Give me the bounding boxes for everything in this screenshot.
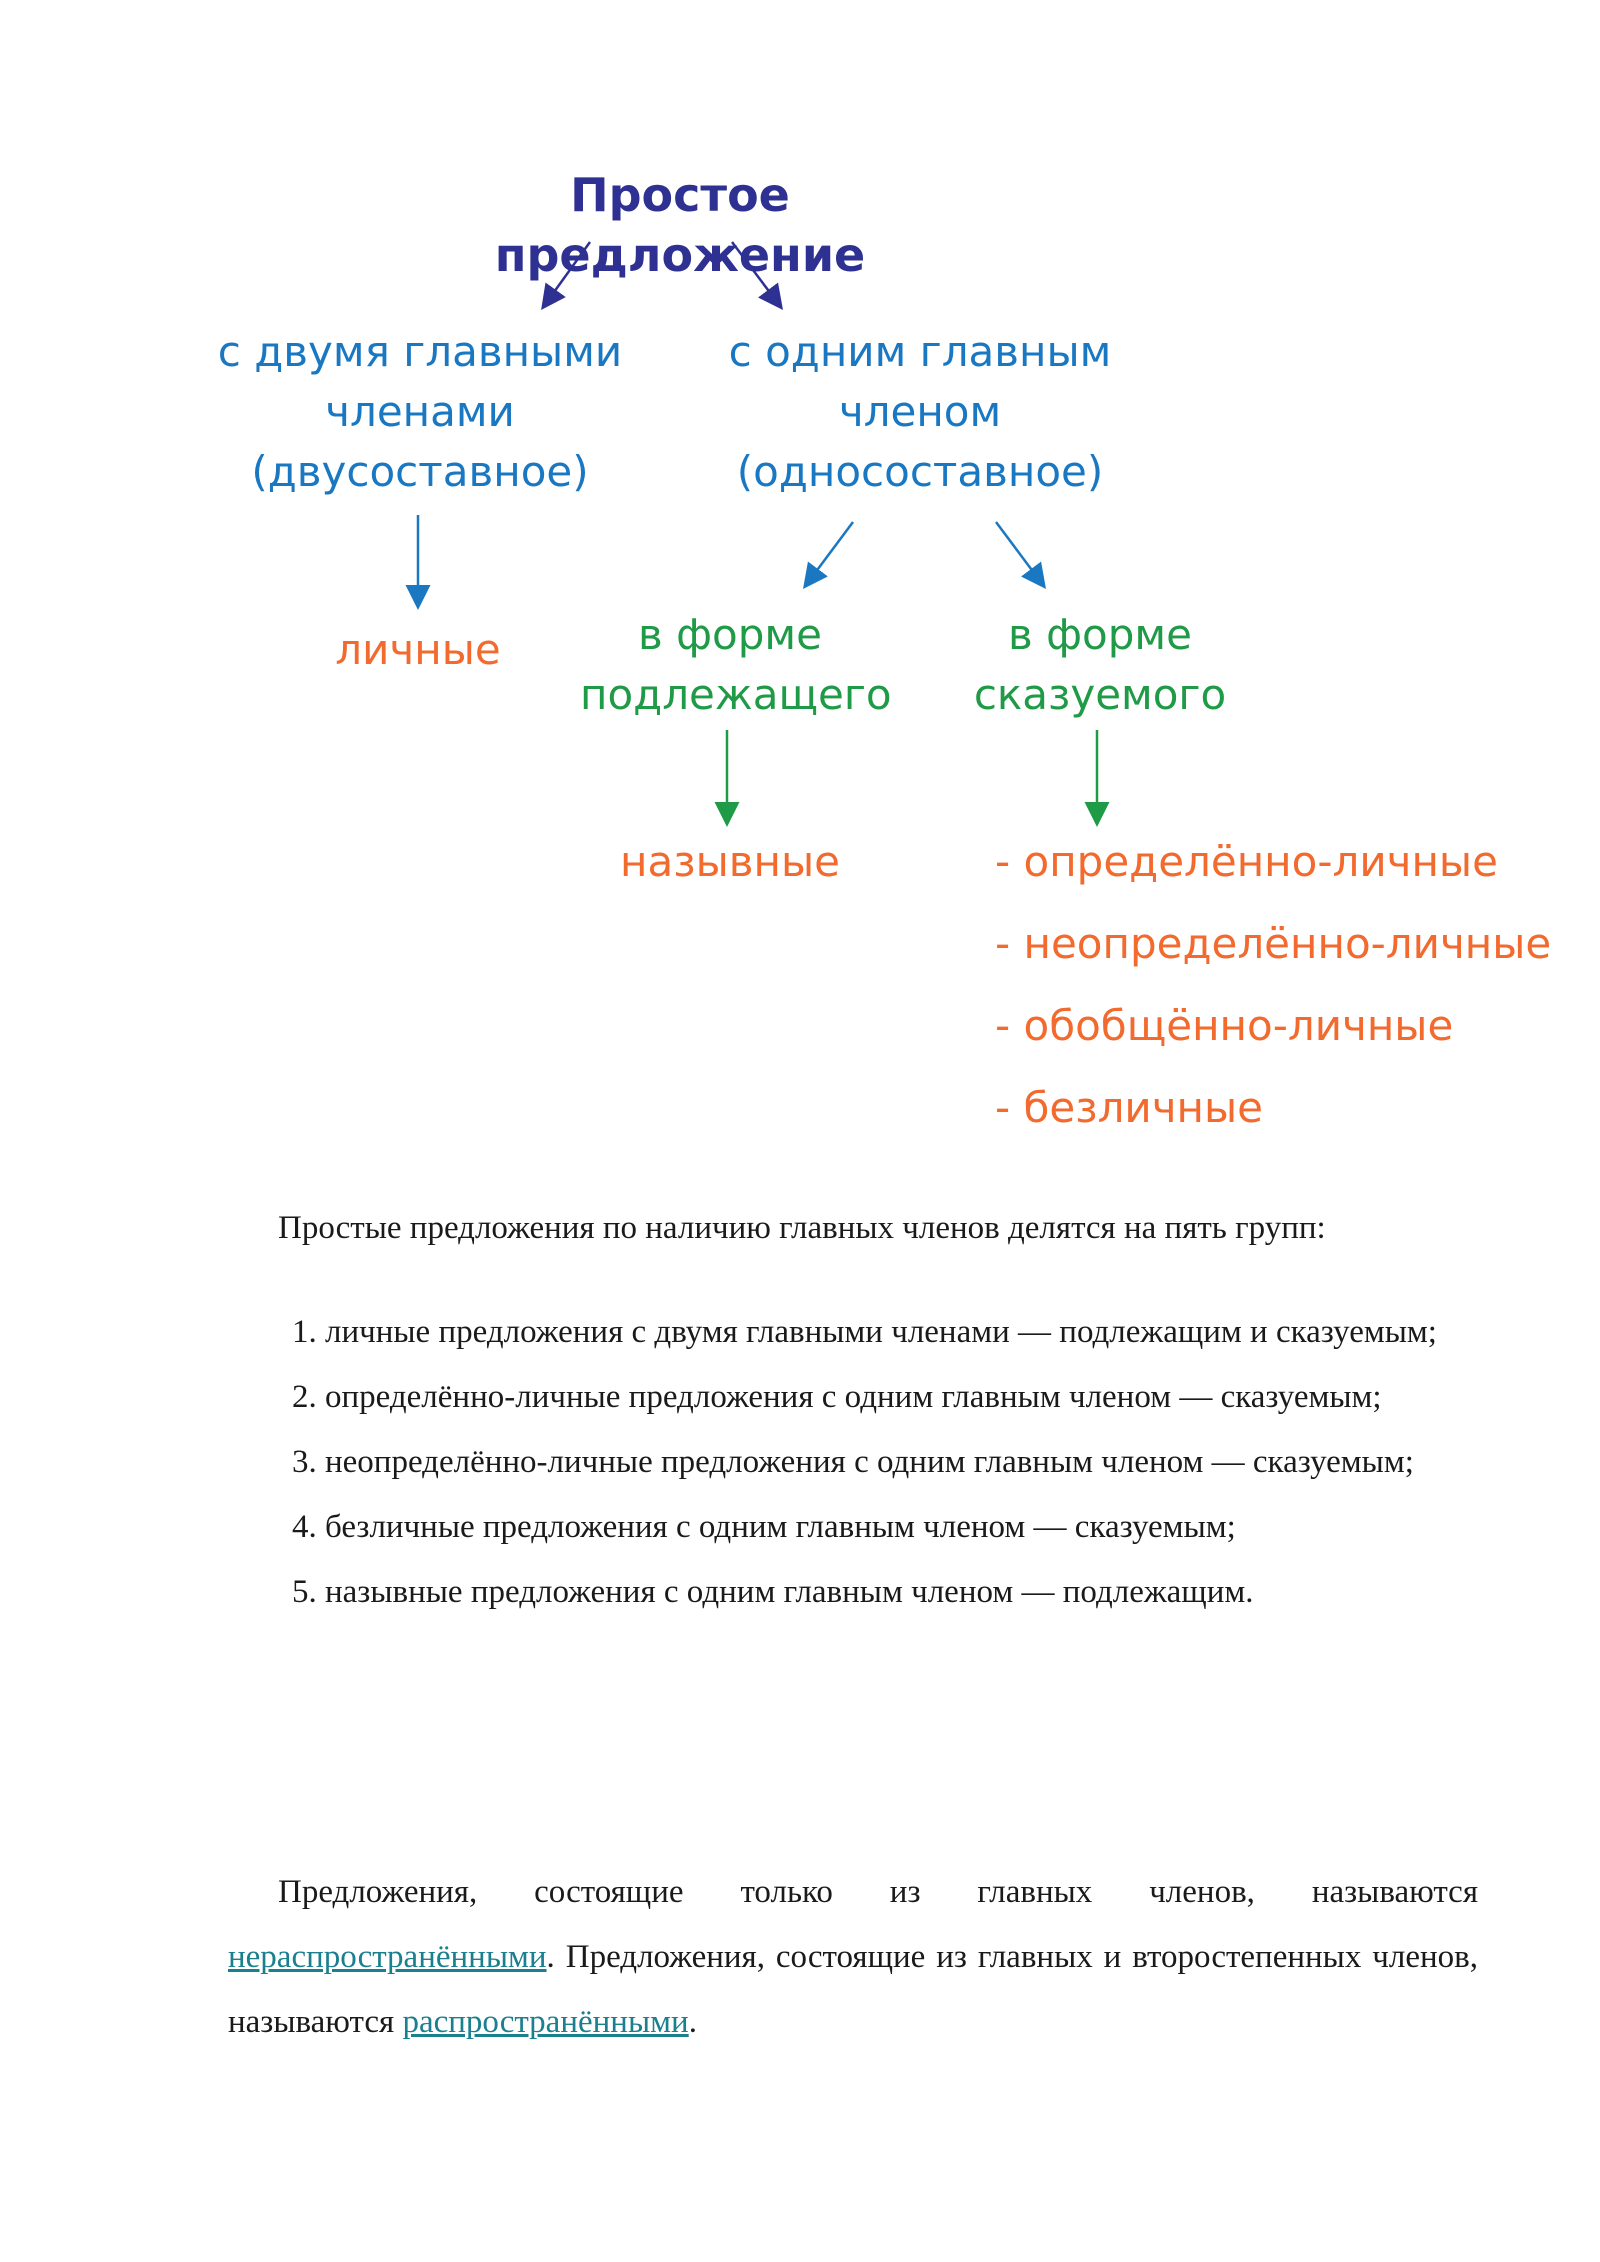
one-member-line1: с одним главным <box>728 327 1112 376</box>
list-item: 1. личные предложения с двумя главными членами — подлежащим и сказуемым; <box>325 1300 1525 1365</box>
one-member-line3: (односоставное) <box>736 447 1104 496</box>
list-item: 3. неопределённо-личные предложения с одним главным членом — сказуемым; <box>325 1430 1525 1495</box>
predicate-type-item: - обобщённо-личные <box>995 1001 1454 1050</box>
para-part1: Предложения, состоящие только из главных членов, называются <box>278 1874 1478 1910</box>
arrow-one-to-subject <box>806 522 853 585</box>
arrow-one-to-predicate <box>996 522 1043 585</box>
two-member-line1: с двумя главными <box>217 327 623 376</box>
predicate-form-line1: в форме <box>1008 610 1192 659</box>
one-member-line2: членом <box>838 387 1002 436</box>
predicate-form-node <box>960 605 1240 725</box>
subject-form-line1: в форме <box>638 610 822 659</box>
link-extended[interactable]: распространёнными <box>402 2004 689 2040</box>
predicate-type-item: - определённо-личные <box>995 837 1498 886</box>
subject-form-node <box>580 605 892 725</box>
definition-paragraph <box>228 1860 1478 2055</box>
intro-paragraph: Простые предложения по наличию главных членов делятся на пять групп: <box>278 1210 1326 1246</box>
para-part3: . <box>688 2004 697 2040</box>
diagram-title: Простое предложение <box>494 168 866 282</box>
nominative-node: назывные <box>620 837 840 886</box>
list-item: 5. назывные предложения с одним главным членом — подлежащим. <box>325 1560 1525 1625</box>
list-item: 4. безличные предложения с одним главным членом — сказуемым; <box>325 1495 1525 1560</box>
predicate-type-item: - неопределённо-личные <box>995 919 1552 968</box>
list-item: 2. определённо-личные предложения с одним главным членом — сказуемым; <box>325 1365 1525 1430</box>
para-part2: . Предложения, состоящие из главных и второстепенных членов, называются <box>228 1939 1478 2040</box>
groups-list <box>270 1300 1525 1625</box>
two-member-node <box>215 322 625 502</box>
two-member-line2: членами <box>325 387 515 436</box>
predicate-form-line2: сказуемого <box>973 670 1227 719</box>
one-member-node <box>720 322 1120 502</box>
link-non-extended[interactable]: нераспространёнными <box>228 1939 547 1975</box>
predicate-type-item: - безличные <box>995 1083 1263 1132</box>
subject-form-line2: подлежащего <box>580 670 892 719</box>
two-member-line3: (двусоставное) <box>251 447 589 496</box>
personal-node: личные <box>335 625 501 674</box>
